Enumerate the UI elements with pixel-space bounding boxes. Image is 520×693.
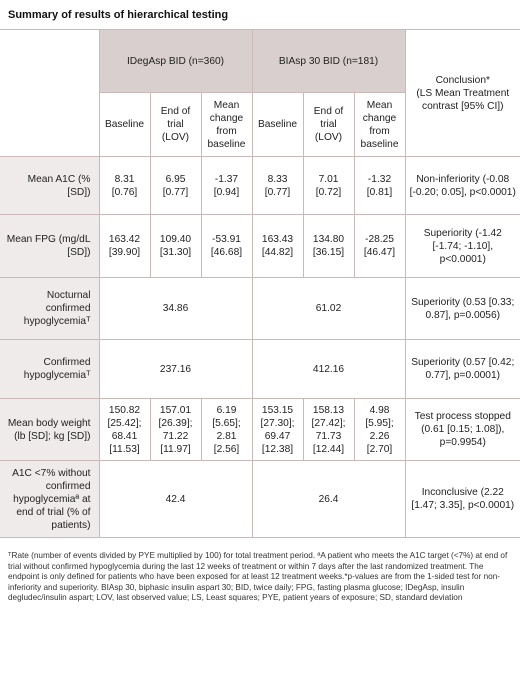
cell-idegasp-value: 237.16 <box>99 340 252 399</box>
cell-idegasp-baseline: 8.31 [0.76] <box>99 157 150 215</box>
page-title: Summary of results of hierarchical testing <box>8 9 229 21</box>
cell-conclusion: Superiority (-1.42 [-1.74; -1.10], p<0.0001) <box>405 215 520 278</box>
row-label: A1C <7% without confirmed hypoglycemiaª at end of trial (% of patients) <box>0 461 99 538</box>
results-table <box>0 29 520 538</box>
table-row <box>0 461 520 538</box>
cell-conclusion: Non-inferiority (-0.08 [-0.20; 0.05], p<0.0001) <box>405 157 520 215</box>
cell-biasp-end: 158.13 [27.42]; 71.73 [12.44] <box>303 399 354 461</box>
footnote: ᵀRate (number of events divided by PYE multiplied by 100) for total treatment period. ªA patient who meets the A1C target (<7%) at end of trial without confirmed hypoglycemia during the last 12 weeks of treatment or within 7 days after the last randomized treatment. The endpoint is only defined for patients who have been exposed for at least 12 treatment weeks.*p-values are from the 1-sided test for non-inferiority and superiority. BIAsp 30, biphasic insulin aspart 30; BID, twice daily; FPG, fasting plasma glucose; IDegAsp, insulin degludec/insulin aspart; LOV, last observed value; LS, Least squares; PYE, patient years of exposure; SD, standard deviation <box>8 551 508 603</box>
row-label: Nocturnal confirmed hypoglycemiaᵀ <box>0 278 99 340</box>
cell-idegasp-end: 157.01 [26.39]; 71.22 [11.97] <box>150 399 201 461</box>
header-baseline: Baseline <box>99 93 150 157</box>
cell-idegasp-end: 6.95 [0.77] <box>150 157 201 215</box>
cell-biasp-baseline: 8.33 [0.77] <box>252 157 303 215</box>
header-conclusion-subtitle: (LS Mean Treatment contrast [95% CI]) <box>416 87 510 112</box>
cell-conclusion: Inconclusive (2.22 [1.47; 3.35], p<0.0001) <box>405 461 520 538</box>
cell-conclusion: Test process stopped (0.61 [0.15; 1.08]), p=0.9954) <box>405 399 520 461</box>
cell-idegasp-change: 6.19 [5.65]; 2.81 [2.56] <box>201 399 252 461</box>
header-conclusion-title: Conclusion* <box>435 74 490 86</box>
table-row <box>0 399 520 461</box>
table-row <box>0 215 520 278</box>
cell-idegasp-change: -1.37 [0.94] <box>201 157 252 215</box>
row-label: Mean body weight (lb [SD]; kg [SD]) <box>0 399 99 461</box>
cell-idegasp-change: -53.91 [46.68] <box>201 215 252 278</box>
cell-conclusion: Superiority (0.57 [0.42; 0.77], p=0.0001) <box>405 340 520 399</box>
cell-biasp-change: -1.32 [0.81] <box>354 157 405 215</box>
header-end-of-trial: End of trial (LOV) <box>303 93 354 157</box>
header-group-idegasp: IDegAsp BID (n=360) <box>99 30 252 93</box>
cell-biasp-value: 61.02 <box>252 278 405 340</box>
cell-biasp-end: 7.01 [0.72] <box>303 157 354 215</box>
cell-biasp-baseline: 153.15 [27.30]; 69.47 [12.38] <box>252 399 303 461</box>
cell-conclusion: Superiority (0.53 [0.33; 0.87], p=0.0056) <box>405 278 520 340</box>
cell-biasp-baseline: 163.43 [44.82] <box>252 215 303 278</box>
cell-biasp-value: 412.16 <box>252 340 405 399</box>
header-mean-change: Mean change from baseline <box>201 93 252 157</box>
cell-idegasp-value: 42.4 <box>99 461 252 538</box>
row-label: Mean A1C (% [SD]) <box>0 157 99 215</box>
header-end-of-trial: End of trial (LOV) <box>150 93 201 157</box>
cell-idegasp-baseline: 163.42 [39.90] <box>99 215 150 278</box>
header-mean-change: Mean change from baseline <box>354 93 405 157</box>
cell-biasp-change: -28.25 [46.47] <box>354 215 405 278</box>
row-label: Confirmed hypoglycemiaᵀ <box>0 340 99 399</box>
row-label: Mean FPG (mg/dL [SD]) <box>0 215 99 278</box>
header-baseline: Baseline <box>252 93 303 157</box>
cell-biasp-end: 134.80 [36.15] <box>303 215 354 278</box>
cell-idegasp-end: 109.40 [31.30] <box>150 215 201 278</box>
header-conclusion <box>405 30 520 157</box>
cell-biasp-change: 4.98 [5.95]; 2.26 [2.70] <box>354 399 405 461</box>
table-row <box>0 340 520 399</box>
header-group-biasp: BIAsp 30 BID (n=181) <box>252 30 405 93</box>
cell-idegasp-value: 34.86 <box>99 278 252 340</box>
table-row <box>0 157 520 215</box>
cell-idegasp-baseline: 150.82 [25.42]; 68.41 [11.53] <box>99 399 150 461</box>
table-row <box>0 278 520 340</box>
cell-biasp-value: 26.4 <box>252 461 405 538</box>
header-blank <box>0 30 99 157</box>
